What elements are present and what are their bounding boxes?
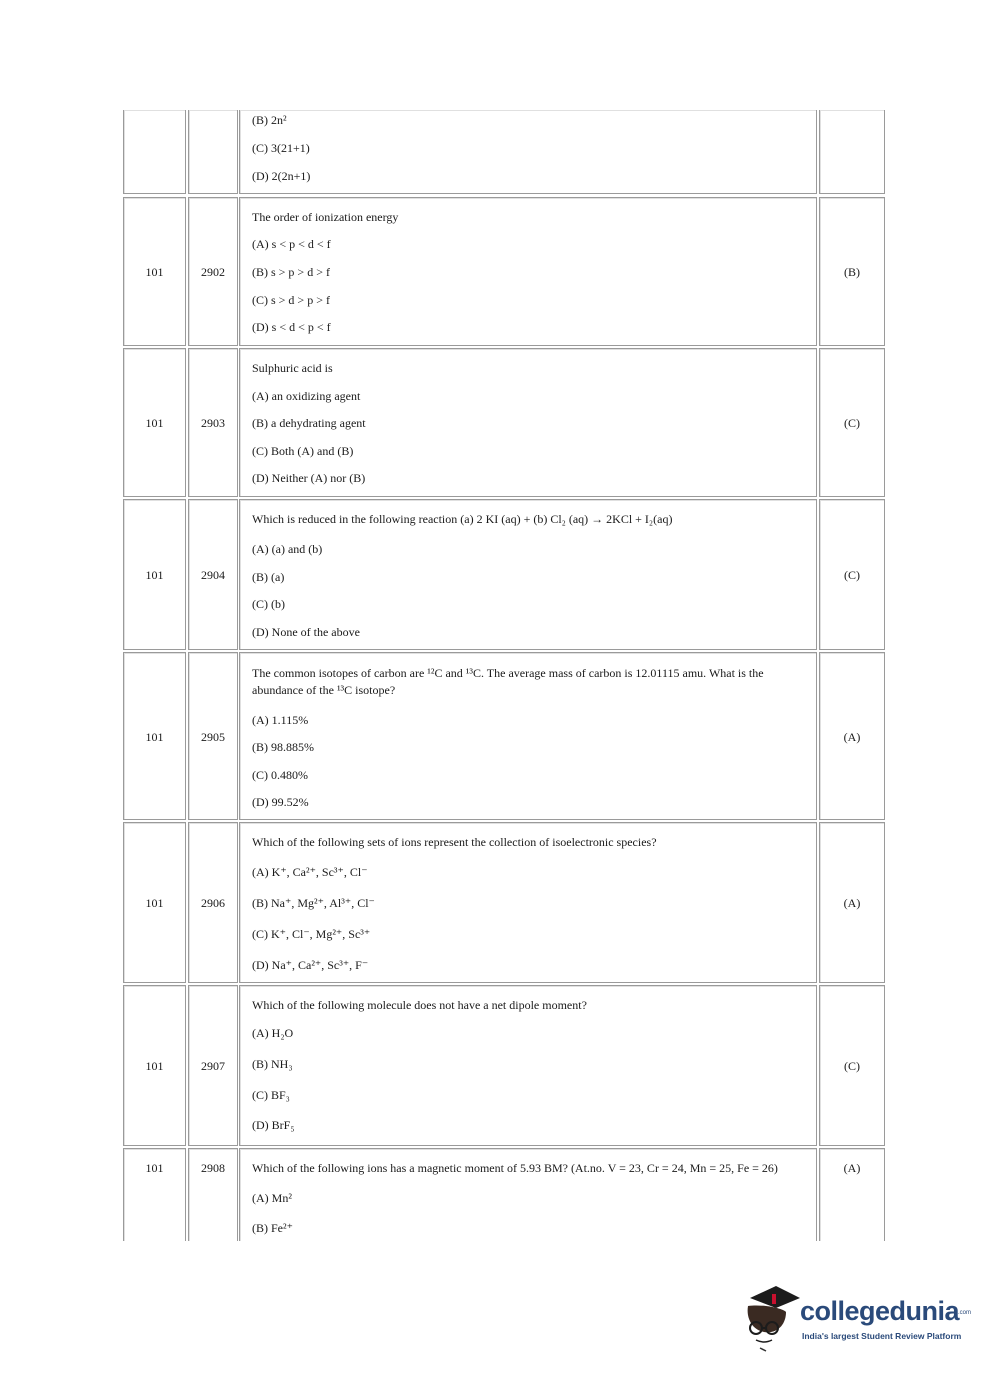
option-text: (D) BrF₅ — [252, 1118, 295, 1132]
question-id-cell: 2908 — [188, 1148, 238, 1241]
table-row — [123, 348, 885, 497]
serial-cell: 101 — [123, 652, 186, 820]
serial-cell: 101 — [123, 348, 186, 497]
option-text: (B) Fe²⁺ — [252, 1221, 293, 1235]
question-text: Which of the following ions has a magnetic moment of 5.93 BM? (At.no. V = 23, Cr = 24, Mn = 25, Fe = 26) — [252, 1161, 778, 1175]
question-id-cell: 2905 — [188, 652, 238, 820]
serial-cell — [123, 110, 186, 194]
table-row — [123, 499, 885, 650]
option-text: (A) H₂O — [252, 1026, 294, 1040]
table-row — [123, 197, 885, 346]
option-text: (B) NH₃ — [252, 1057, 293, 1071]
question-id-cell: 2904 — [188, 499, 238, 650]
option-text: (A) an oxidizing agent — [252, 389, 361, 403]
option-text: (D) 99.52% — [252, 795, 309, 809]
mascot-icon — [742, 1284, 802, 1354]
option-text: (B) a dehydrating agent — [252, 416, 366, 430]
serial-cell: 101 — [123, 822, 186, 983]
option-text: (B) (a) — [252, 570, 285, 584]
option-text: (B) 2n² — [252, 113, 287, 127]
question-text: Which of the following sets of ions represent the collection of isoelectronic species? — [252, 835, 657, 849]
brand-name: collegedunia — [800, 1296, 960, 1326]
option-text: (C) s > d > p > f — [252, 293, 330, 307]
option-text: (D) Neither (A) nor (B) — [252, 471, 366, 485]
question-text: Sulphuric acid is — [252, 361, 333, 375]
option-text: (C) BF₃ — [252, 1088, 290, 1102]
answer-cell: (A) — [819, 652, 885, 820]
question-id-cell: 2906 — [188, 822, 238, 983]
answer-cell: (A) — [819, 822, 885, 983]
answer-cell: (B) — [819, 197, 885, 346]
option-text: (C) Both (A) and (B) — [252, 444, 354, 458]
option-text: (B) Na⁺, Mg²⁺, Al³⁺, Cl⁻ — [252, 896, 375, 910]
question-cell — [239, 822, 817, 983]
answer-cell: (A) — [819, 1148, 885, 1241]
table-row — [123, 985, 885, 1146]
answer-cell: (C) — [819, 348, 885, 497]
option-text: (D) None of the above — [252, 625, 360, 639]
option-text: (B) s > p > d > f — [252, 265, 330, 279]
option-text: (A) K⁺, Ca²⁺, Sc³⁺, Cl⁻ — [252, 865, 368, 879]
option-text: (A) (a) and (b) — [252, 542, 323, 556]
question-text: The order of ionization energy — [252, 210, 399, 224]
question-cell — [239, 985, 817, 1146]
answer-cell: (C) — [819, 499, 885, 650]
question-cell — [239, 1148, 817, 1241]
question-id-cell — [188, 110, 238, 194]
brand-suffix: .com — [958, 1310, 972, 1316]
question-id-cell: 2903 — [188, 348, 238, 497]
question-cell — [239, 197, 817, 346]
table-row — [123, 1148, 885, 1241]
option-text: (A) 1.115% — [252, 713, 309, 727]
question-text: Which is reduced in the following reaction (a) 2 KI (aq) + (b) Cl₂ (aq) → 2KCl + I₂(aq) — [252, 512, 673, 526]
option-text: (D) 2(2n+1) — [252, 169, 311, 183]
option-text: (D) s < d < p < f — [252, 320, 331, 334]
answer-cell — [819, 110, 885, 194]
option-text: (C) (b) — [252, 597, 285, 611]
serial-cell: 101 — [123, 985, 186, 1146]
serial-cell: 101 — [123, 1148, 186, 1241]
option-text: (A) s < p < d < f — [252, 237, 331, 251]
question-text: Which of the following molecule does not have a net dipole moment? — [252, 998, 587, 1012]
answer-cell: (C) — [819, 985, 885, 1146]
option-text: (A) Mn² — [252, 1191, 292, 1205]
question-id-cell: 2902 — [188, 197, 238, 346]
option-text: (D) Na⁺, Ca²⁺, Sc³⁺, F⁻ — [252, 958, 369, 972]
option-text: (C) 3(21+1) — [252, 141, 310, 155]
option-text: (B) 98.885% — [252, 740, 314, 754]
table-row — [123, 822, 885, 983]
question-id-cell: 2907 — [188, 985, 238, 1146]
question-text: The common isotopes of carbon are ¹²C and ¹³C. The average mass of carbon is 12.01115 amu. What is the abundance of the ¹³C isotope? — [252, 666, 764, 697]
question-cell — [239, 652, 817, 820]
table-row — [123, 652, 885, 820]
serial-cell: 101 — [123, 499, 186, 650]
serial-cell: 101 — [123, 197, 186, 346]
option-text: (C) K⁺, Cl⁻, Mg²⁺, Sc³⁺ — [252, 927, 371, 941]
question-cell — [239, 110, 817, 194]
brand-tagline: India's largest Student Review Platform — [802, 1331, 962, 1341]
table-row — [123, 110, 885, 194]
question-cell — [239, 348, 817, 497]
question-cell — [239, 499, 817, 650]
option-text: (C) 0.480% — [252, 768, 308, 782]
